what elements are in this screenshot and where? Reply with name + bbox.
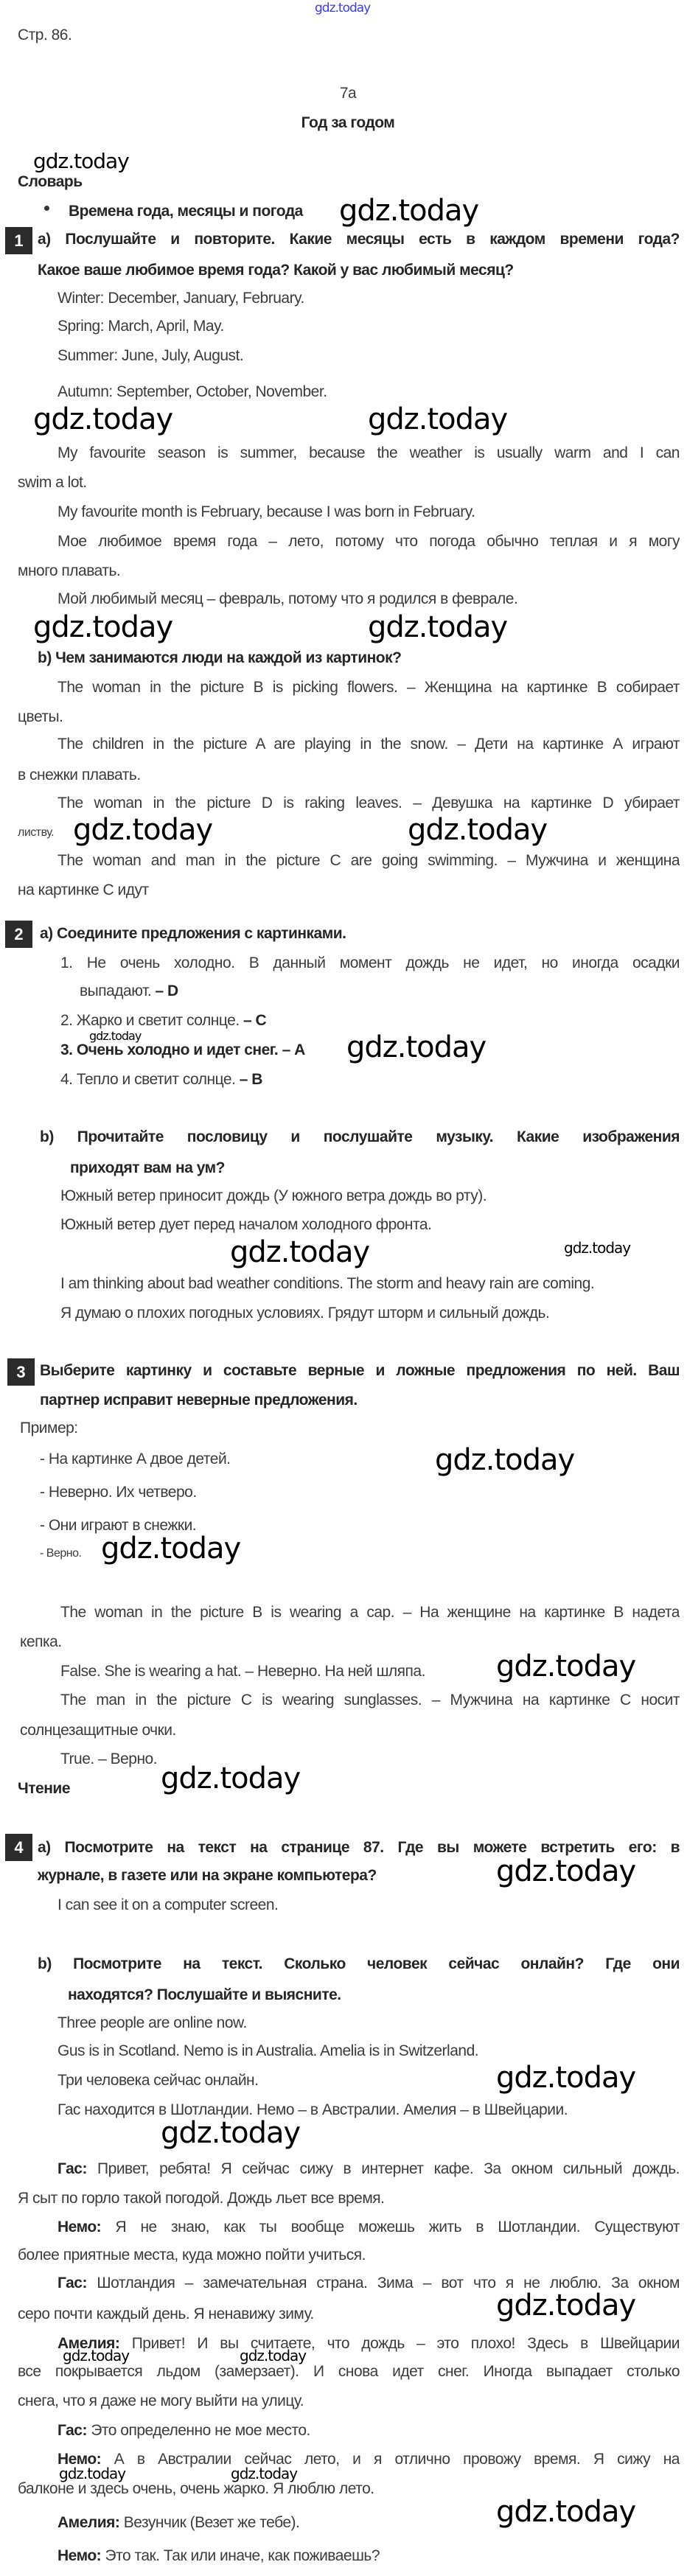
text-line	[60, 954, 680, 972]
speaker-name: Немо:	[57, 2547, 102, 2564]
text-line	[18, 767, 141, 784]
text-line	[80, 982, 178, 1000]
watermark-logo: gdz.today	[63, 2347, 130, 2364]
speaker-name: Гас:	[57, 2160, 87, 2177]
line-text: b) Прочитайте пословицу и послушайте музыку. Какие изображения	[40, 1128, 680, 1145]
text-line	[70, 1159, 225, 1177]
text-line	[40, 1484, 197, 1501]
line-text: приходят вам на ум?	[70, 1159, 225, 1176]
line-text: b) Чем занимаются люди на каждой из картинок?	[38, 649, 402, 666]
text-line	[60, 1012, 266, 1030]
line-text: в снежки плавать.	[18, 767, 141, 783]
line-text: серо почти каждый день. Я ненавижу зиму.	[18, 2306, 314, 2322]
line-text: Южный ветер приносит дождь (У южного ветра дождь во рту).	[60, 1187, 487, 1204]
line-text: 2. Жарко и светит солнце.	[60, 1012, 240, 1029]
line-text: My favourite month is February, because I was born in February.	[57, 503, 475, 520]
line-text: выпадают.	[80, 982, 152, 999]
line-text: False. She is wearing a hat. – Неверно. На ней шляпа.	[60, 1663, 425, 1680]
watermark-logo: gdz.today	[339, 194, 479, 228]
text-line	[40, 1362, 680, 1380]
text-line	[60, 1692, 680, 1709]
line-text: - Неверно. Их четверо.	[40, 1484, 197, 1501]
task-number-badge: 4	[5, 1834, 32, 1861]
text-line	[60, 1663, 425, 1680]
line-text: Три человека сейчас онлайн.	[57, 2072, 259, 2089]
watermark-logo: gdz.today	[73, 813, 213, 847]
line-text: The woman in the picture B is wearing a cap. – На женщине на картинке В надета	[60, 1604, 680, 1621]
text-line	[57, 503, 475, 521]
watermark-logo: gdz.today	[408, 813, 548, 847]
watermark-logo: gdz.today	[240, 2347, 307, 2364]
text-line	[20, 1420, 78, 1437]
watermark-logo: gdz.today	[59, 2465, 126, 2482]
text-line	[18, 474, 87, 492]
line-text: Я думаю о плохих погодных условиях. Грядут шторм и сильный дождь.	[60, 1305, 550, 1322]
watermark-logo: gdz.today	[368, 402, 508, 436]
line-text: находятся? Послушайте и выясните.	[68, 1986, 341, 2003]
line-text: Южный ветер дует перед началом холодного фронта.	[60, 1216, 432, 1233]
text-line	[57, 736, 680, 753]
line-text: Выберите картинку и составьте верные и ложные предложения по ней. Ваш	[40, 1362, 680, 1379]
line-text: Это определенно не мое место.	[86, 2422, 310, 2439]
watermark-logo[interactable]: gdz.today	[315, 0, 371, 15]
watermark-logo: gdz.today	[230, 1235, 370, 1269]
task-number-badge: 2	[5, 921, 32, 948]
answer-letter: – D	[151, 982, 178, 999]
speaker-name: Гас:	[57, 2275, 87, 2291]
watermark-logo: gdz.today	[33, 610, 173, 644]
text-line	[18, 2190, 385, 2207]
task-number-badge: 1	[5, 227, 32, 254]
speaker-name: Немо:	[57, 2219, 102, 2235]
answer-letter: – C	[239, 1012, 267, 1029]
line-text: Привет! И вы считаете, что дождь – это плохо! Здесь в Швейцарии	[119, 2335, 680, 2352]
answer-letter: – B	[235, 1071, 262, 1088]
watermark-logo: gdz.today	[496, 2061, 636, 2095]
line-text: b) Посмотрите на текст. Сколько человек сейчас онлайн? Где они	[38, 1955, 680, 1972]
text-line	[57, 2101, 568, 2119]
text-line	[57, 2072, 258, 2090]
line-text: Мой любимый месяц – февраль, потому что я родился в феврале.	[57, 590, 518, 607]
watermark-logo: gdz.today	[33, 149, 129, 174]
line-text: swim a lot.	[18, 474, 87, 491]
text-line	[18, 1780, 70, 1798]
line-text: более приятные места, куда можно пойти учиться.	[18, 2247, 366, 2263]
line-text: солнцезащитные очки.	[20, 1722, 176, 1739]
text-line	[60, 1305, 549, 1322]
line-text: Winter: December, January, February.	[57, 290, 304, 307]
text-line	[57, 383, 327, 401]
text-line	[18, 27, 72, 44]
text-line	[0, 85, 687, 102]
watermark-logo: gdz.today	[368, 610, 508, 644]
line-text: кепка.	[20, 1633, 62, 1650]
line-text: - Они играют в снежки.	[40, 1517, 197, 1534]
text-line	[57, 2042, 478, 2060]
text-line	[68, 1986, 341, 2004]
line-text: цветы.	[18, 708, 63, 725]
text-line	[18, 824, 54, 842]
text-line	[38, 1867, 377, 1885]
line-text: Шотландия – замечательная страна. Зима – вот что я не люблю. За окном	[86, 2275, 680, 2291]
text-line	[57, 2547, 380, 2565]
text-line	[60, 1041, 305, 1059]
text-line	[38, 231, 680, 248]
watermark-logo: gdz.today	[435, 1443, 575, 1477]
line-text: Это так. Так или иначе, как поживаешь?	[101, 2547, 380, 2564]
line-text: Three people are online now.	[57, 2014, 247, 2031]
line-text: The woman in the picture B is picking flowers. – Женщина на картинке В собирает	[57, 679, 680, 696]
text-line	[60, 1751, 157, 1768]
speaker-name: Гас:	[57, 2422, 87, 2439]
text-line	[40, 1545, 81, 1563]
text-line	[18, 2392, 304, 2410]
line-text: Времена года, месяцы и погода	[69, 203, 303, 220]
watermark-logo: gdz.today	[231, 2465, 298, 2482]
line-text: много плавать.	[18, 562, 121, 579]
line-text: Autumn: September, October, November.	[57, 383, 327, 400]
text-line	[20, 1633, 62, 1651]
watermark-logo: gdz.today	[161, 1762, 301, 1795]
text-line	[57, 533, 680, 551]
line-text: все покрывается льдом (замерзает). И снова идет снег. Иногда выпадает столько	[18, 2363, 680, 2380]
text-line	[57, 795, 680, 812]
line-text: Gus is in Scotland. Nemo is in Australia. Amelia is in Switzerland.	[57, 2042, 479, 2059]
text-line	[57, 2422, 310, 2440]
line-text: Пример:	[20, 1420, 78, 1437]
text-line	[18, 562, 120, 580]
line-text: Гас находится в Шотландии. Немо – в Австралии. Амелия – в Швейцарии.	[57, 2101, 568, 2118]
speaker-name: Амелия:	[57, 2335, 120, 2352]
line-text: на картинке С идут	[18, 882, 149, 898]
text-line	[60, 1604, 680, 1622]
text-line	[60, 1216, 431, 1234]
text-line	[18, 2480, 374, 2498]
speaker-name: Амелия:	[57, 2514, 120, 2531]
line-text: 7а	[339, 85, 357, 102]
line-text: балконе и здесь очень, очень жарко. Я люблю лето.	[18, 2480, 374, 2497]
text-line	[38, 1955, 680, 1973]
line-text: а) Послушайте и повторите. Какие месяцы есть в каждом времени года?	[38, 231, 680, 248]
line-text: Summer: June, July, August.	[57, 347, 244, 364]
text-line	[57, 2514, 299, 2532]
line-text: - На картинке А двое детей.	[40, 1451, 231, 1467]
text-line	[57, 347, 243, 365]
line-text: The woman and man in the picture C are going swimming. – Мужчина и женщина	[57, 852, 680, 869]
watermark-logo: gdz.today	[161, 2116, 301, 2150]
text-line	[57, 444, 680, 462]
text-line	[18, 2247, 366, 2264]
text-line	[57, 1896, 278, 1914]
text-line	[69, 203, 303, 220]
text-line	[40, 925, 346, 943]
watermark-logo: gdz.today	[564, 1239, 631, 1257]
line-text: a) Соедините предложения с картинками.	[40, 925, 346, 942]
text-line	[40, 1451, 231, 1468]
line-text: журнале, в газете или на экране компьютера?	[38, 1867, 377, 1884]
line-text: I can see it on a computer screen.	[57, 1896, 279, 1913]
watermark-logo: gdz.today	[89, 1029, 142, 1044]
bullet-icon	[44, 206, 49, 211]
line-text: a) Посмотрите на текст на странице 87. Где вы можете встретить его: в	[38, 1839, 680, 1856]
text-line	[60, 1187, 487, 1205]
line-text: True. – Верно.	[60, 1751, 158, 1767]
watermark-logo: gdz.today	[496, 1650, 636, 1683]
line-text: Мое любимое время года – лето, потому что погода обычно теплая и я могу	[57, 533, 680, 550]
text-line	[18, 708, 63, 726]
line-text: - Верно.	[40, 1547, 82, 1560]
line-text: А в Австралии сейчас лето, и я отлично провожу время. Я сижу на	[101, 2451, 680, 2468]
watermark-logo: gdz.today	[346, 1030, 487, 1064]
text-line	[57, 2014, 247, 2032]
text-line	[40, 1128, 680, 1146]
text-line	[60, 1071, 262, 1089]
text-line	[57, 318, 224, 335]
line-text: Стр. 86.	[18, 27, 72, 43]
speaker-name: Немо:	[57, 2451, 102, 2468]
line-text: Spring: March, April, May.	[57, 318, 224, 335]
text-line	[18, 2306, 314, 2323]
text-line	[38, 262, 514, 279]
watermark-logo: gdz.today	[496, 2495, 636, 2529]
text-line	[57, 590, 517, 608]
line-text: Привет, ребята! Я сейчас сижу в интернет кафе. За окном сильный дождь.	[86, 2160, 680, 2177]
line-text: Какое ваше любимое время года? Какой у вас любимый месяц?	[38, 262, 514, 279]
line-text: My favourite season is summer, because the weather is usually warm and I can	[57, 444, 680, 461]
line-text: 4. Тепло и светит солнце.	[60, 1071, 236, 1088]
line-text: 1. Не очень холодно. В данный момент дождь не идет, но иногда осадки	[60, 954, 680, 971]
line-text: Я сыт по горло такой погодой. Дождь льет все время.	[18, 2190, 385, 2207]
line-text: The woman in the picture D is raking leaves. – Девушка на картинке D убирает	[57, 795, 680, 811]
text-line	[20, 1722, 176, 1739]
text-line	[57, 2451, 680, 2468]
line-text: Я не знаю, как ты вообще можешь жить в Шотландии. Существуют	[101, 2219, 680, 2235]
text-line	[60, 1275, 594, 1293]
text-line	[38, 649, 401, 667]
text-line	[40, 1392, 358, 1409]
text-line	[18, 882, 149, 899]
line-text: The man in the picture C is wearing sunglasses. – Мужчина на картинке С носит	[60, 1692, 680, 1708]
line-text: Словарь	[18, 173, 83, 190]
line-text: листву.	[18, 826, 55, 839]
text-line	[18, 2363, 680, 2381]
line-text: 3. Очень холодно и идет снег. – А	[60, 1041, 305, 1058]
line-text: снега, что я даже не могу выйти на улицу.	[18, 2392, 304, 2409]
text-line	[0, 114, 687, 132]
watermark-logo: gdz.today	[101, 1532, 241, 1566]
line-text: партнер исправит неверные предложения.	[40, 1392, 358, 1409]
watermark-logo: gdz.today	[496, 1854, 636, 1888]
line-text: Везунчик (Везет же тебе).	[119, 2514, 300, 2531]
text-line	[18, 173, 83, 191]
line-text: Чтение	[18, 1780, 70, 1797]
text-line	[57, 290, 304, 307]
watermark-logo: gdz.today	[33, 402, 173, 436]
task-number-badge: 3	[7, 1358, 35, 1386]
text-line	[57, 852, 680, 870]
line-text: The children in the picture A are playing in the snow. – Дети на картинке А играют	[57, 736, 680, 753]
watermark-logo: gdz.today	[496, 2289, 636, 2322]
text-line	[57, 679, 680, 697]
text-line	[57, 2160, 680, 2178]
text-line	[57, 2219, 680, 2236]
line-text: I am thinking about bad weather conditions. The storm and heavy rain are coming.	[60, 1275, 595, 1292]
text-line	[57, 2335, 680, 2353]
line-text: Год за годом	[301, 114, 395, 131]
